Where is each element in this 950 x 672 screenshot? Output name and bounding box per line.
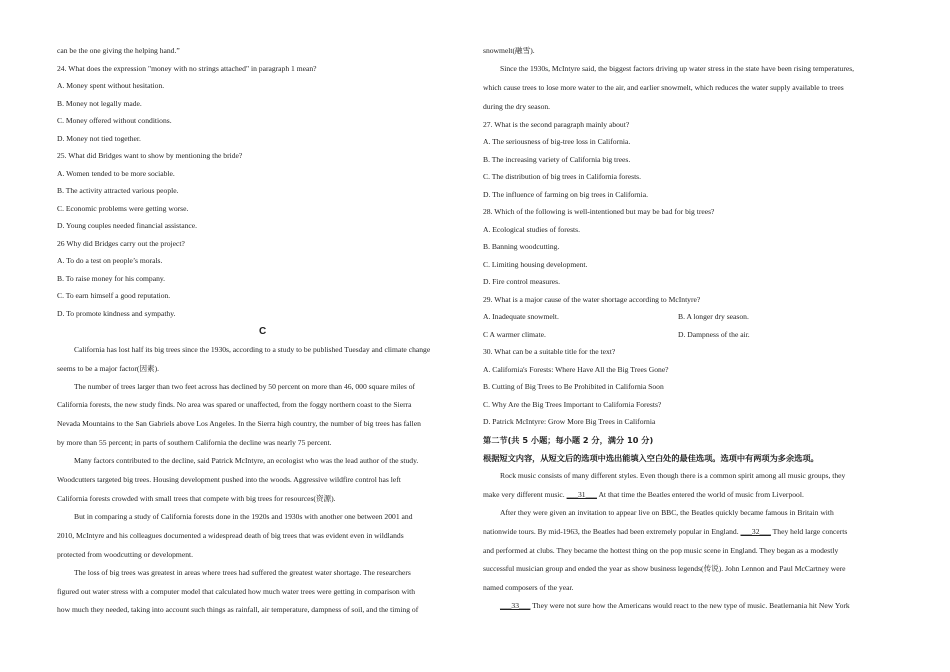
passage-line: seems to be a major factor(因素). (57, 364, 160, 373)
cloze-text: nationwide tours. By mid-1963, the Beatles had been extremely popular in England. (483, 527, 739, 536)
section-c-heading: C (259, 326, 267, 337)
option-27d: D. The influence of farming on big trees in California. (483, 190, 648, 199)
text-line: can be the one giving the helping hand.” (57, 46, 180, 55)
passage-line: snowmelt(融雪). (483, 46, 535, 55)
section-2-title: 第二节(共 5 小题；每小题 2 分，满分 10 分) (483, 435, 654, 445)
option-29c: C A warmer climate. (483, 330, 546, 339)
passage-line: Woodcutters targeted big trees. Housing development pushed into the woods. Aggressive wildfire control has left (57, 475, 401, 484)
passage-line: how much they needed, taking into account such things as rainfall, air temperature, dampness of soil, and the timing of (57, 605, 419, 614)
cloze-text: They held large concerts (772, 527, 848, 536)
cloze-text: make very different music. (483, 490, 565, 499)
passage-line: figured out water stress with a computer model that calculated how much water trees were getting in comparison with (57, 587, 416, 596)
option-27c: C. The distribution of big trees in California forests. (483, 172, 642, 181)
option-25d: D. Young couples needed financial assistance. (57, 221, 198, 230)
option-29a: A. Inadequate snowmelt. (483, 312, 559, 321)
option-28c: C. Limiting housing development. (483, 260, 588, 269)
option-26c: C. To earn himself a good reputation. (57, 291, 171, 300)
option-27b: B. The increasing variety of California big trees. (483, 155, 631, 164)
passage-line: during the dry season. (483, 102, 551, 111)
question-27: 27. What is the second paragraph mainly about? (483, 120, 630, 129)
option-25a: A. Women tended to be more sociable. (57, 169, 175, 178)
cloze-text: They were not sure how the Americans would react to the new type of music. Beatlemania hit New York (532, 601, 850, 610)
question-29: 29. What is a major cause of the water shortage according to McIntyre? (483, 295, 701, 304)
option-30a: A. California's Forests: Where Have All the Big Trees Gone? (483, 365, 669, 374)
question-30: 30. What can be a suitable title for the text? (483, 347, 616, 356)
option-30b: B. Cutting of Big Trees to Be Prohibited in California Soon (483, 382, 664, 391)
option-24c: C. Money offered without conditions. (57, 116, 172, 125)
option-26b: B. To raise money for his company. (57, 274, 166, 283)
cloze-line (483, 490, 804, 500)
passage-line: But in comparing a study of California forests done in the 1920s and 1930s with another one between 2001 and (74, 512, 413, 521)
passage-line: Many factors contributed to the decline, said Patrick McIntyre, an ecologist who was the lead author of the study. (74, 456, 419, 465)
passage-line: Nevada Mountains to the San Gabriels above Los Angeles. In the Sierra high country, the number of big trees has fallen (57, 419, 421, 428)
question-24: 24. What does the expression "money with no strings attached" in paragraph 1 mean? (57, 64, 317, 73)
passage-line: The loss of big trees was greatest in areas where trees had suffered the greatest water shortage. The researchers (74, 568, 411, 577)
option-28b: B. Banning woodcutting. (483, 242, 560, 251)
passage-line: by more than 55 percent; in parts of southern California the decline was nearly 75 percent. (57, 438, 332, 447)
passage-line: Since the 1930s, McIntyre said, the biggest factors driving up water stress in the state have been rising temperatures, (500, 64, 855, 73)
cloze-line: Rock music consists of many different styles. Even though there is a common spirit among all music groups, they (500, 471, 846, 480)
option-29b: B. A longer dry season. (678, 312, 749, 321)
option-28a: A. Ecological studies of forests. (483, 225, 581, 234)
passage-line: California forests, the new study finds. No area was spared or unaffected, from the foggy northern coast to the Sierra (57, 400, 412, 409)
cloze-line: and performed at clubs. They became the hottest thing on the pop music scene in England. They began as a modestly (483, 546, 839, 555)
option-29d: D. Dampness of the air. (678, 330, 750, 339)
option-30d: D. Patrick McIntyre: Grow More Big Trees in California (483, 417, 656, 426)
option-24b: B. Money not legally made. (57, 99, 142, 108)
section-2-instruction: 根据短文内容，从短文后的选项中选出能填入空白处的最佳选项。选项中有两项为多余选项。 (483, 453, 819, 463)
question-26: 26 Why did Bridges carry out the project? (57, 239, 185, 248)
passage-line: California forests crowded with small trees that compete with big trees for resources(资源). (57, 494, 336, 503)
question-28: 28. Which of the following is well-intentioned but may be bad for big trees? (483, 207, 715, 216)
cloze-line: successful musician group and ended the year as show business legends(传说). John Lennon and Paul McCartney were (483, 564, 846, 573)
option-24d: D. Money not tied together. (57, 134, 141, 143)
option-28d: D. Fire control measures. (483, 277, 560, 286)
option-27a: A. The seriousness of big-tree loss in California. (483, 137, 631, 146)
passage-line: California has lost half its big trees since the 1930s, according to a study to be published Tuesday and climate change (74, 345, 431, 354)
blank-31: ___31___ (566, 490, 597, 499)
option-26d: D. To promote kindness and sympathy. (57, 309, 176, 318)
passage-line: The number of trees larger than two feet across has declined by 50 percent on more than 46, 000 square miles of (74, 382, 416, 391)
cloze-line: After they were given an invitation to appear live on BBC, the Beatles quickly became famous in Britain with (500, 508, 834, 517)
cloze-text: At that time the Beatles entered the world of music from Liverpool. (598, 490, 804, 499)
blank-33: ___33___ (500, 601, 531, 610)
option-25b: B. The activity attracted various people. (57, 186, 179, 195)
passage-line: which cause trees to lose more water to the air, and earlier snowmelt, which reduces the water supply available to trees (483, 83, 844, 92)
cloze-line (500, 601, 850, 611)
option-30c: C. Why Are the Big Trees Important to California Forests? (483, 400, 662, 409)
option-25c: C. Economic problems were getting worse. (57, 204, 189, 213)
blank-32: ___32___ (740, 527, 771, 536)
cloze-line: named composers of the year. (483, 583, 574, 592)
cloze-line (483, 527, 847, 537)
passage-line: 2010, McIntyre and his colleagues documented a widespread death of big trees that was evident even in wildlands (57, 531, 404, 540)
option-24a: A. Money spent without hesitation. (57, 81, 165, 90)
passage-line: protected from woodcutting or development. (57, 550, 194, 559)
option-26a: A. To do a test on people’s morals. (57, 256, 163, 265)
question-25: 25. What did Bridges want to show by mentioning the bride? (57, 151, 243, 160)
